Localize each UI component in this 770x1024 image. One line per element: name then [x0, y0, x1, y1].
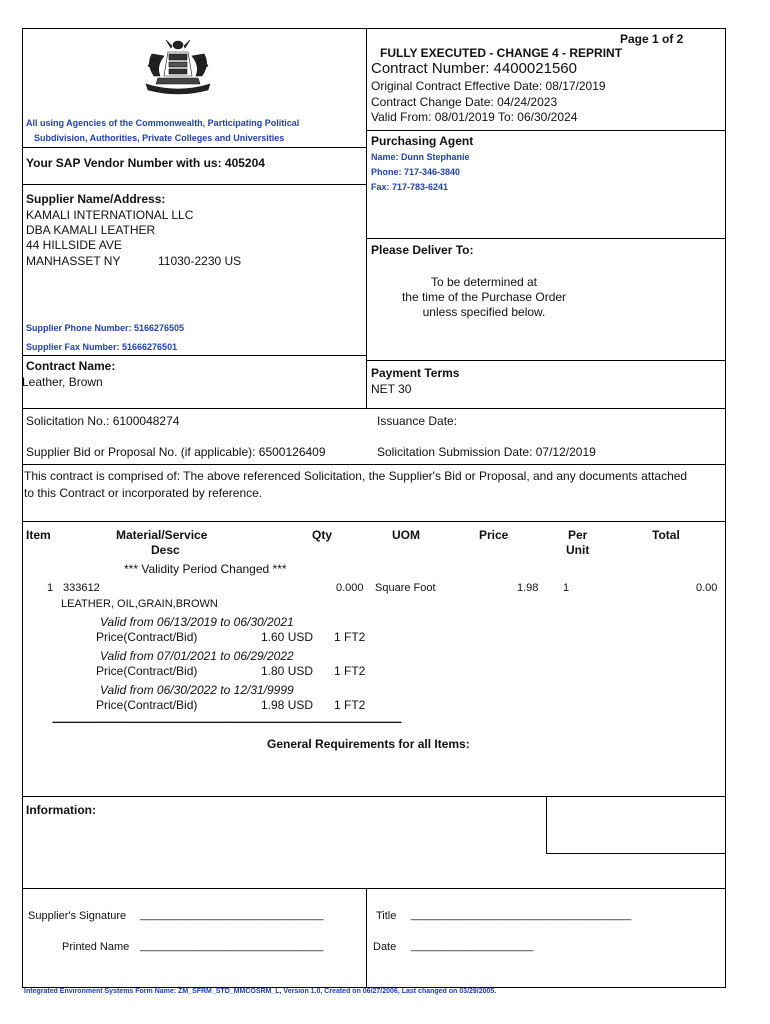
deliver-line-1: To be determined at [430, 275, 538, 289]
top-border [22, 28, 726, 29]
col-total: Total [652, 528, 680, 542]
agent-name: Name: Dunn Stephanie [371, 152, 470, 162]
issuance-date: Issuance Date: [377, 414, 458, 428]
rule-full-1 [22, 408, 726, 409]
date-line[interactable]: ____________________ [411, 940, 534, 952]
dash-separator: ----------------------------------------------------------------------------------------------------------------------------------- [52, 716, 401, 728]
rule-full-5 [22, 888, 726, 889]
validity-range-2: Valid from 07/01/2021 to 06/29/2022 [100, 649, 294, 663]
validity-label-2: Price(Contract/Bid) [96, 664, 198, 678]
contract-name-heading: Contract Name: [26, 359, 116, 373]
deliver-line-2: the time of the Purchase Order [401, 290, 567, 304]
rule-right-2 [366, 238, 726, 239]
validity-amount-2: 1.80 USD [261, 664, 314, 678]
line-item-uom: Square Foot [375, 582, 436, 594]
outer-right-border [725, 28, 726, 988]
line-item-qty: 0.000 [336, 582, 364, 594]
info-divider-vertical [546, 796, 547, 853]
supplier-heading: Supplier Name/Address: [26, 192, 166, 206]
validity-unit-1: 1 FT2 [334, 630, 366, 644]
line-item-number: 1 [47, 582, 54, 594]
col-qty: Qty [312, 528, 333, 542]
supplier-signature-label: Supplier's Signature [28, 910, 127, 922]
validity-range-1: Valid from 06/13/2019 to 06/30/2021 [100, 615, 294, 629]
solicitation-number: Solicitation No.: 6100048274 [26, 414, 180, 428]
rule-right-3 [366, 360, 726, 361]
supplier-zip-country: 11030-2230 US [158, 254, 242, 268]
rule-full-2 [22, 464, 726, 465]
original-effective-date: Original Contract Effective Date: 08/17/2019 [371, 79, 606, 93]
supplier-fax: Supplier Fax Number: 51666276501 [26, 342, 178, 352]
title-label: Title [376, 910, 397, 922]
info-divider-horizontal [546, 853, 726, 854]
col-material-2: Desc [151, 543, 180, 557]
title-line[interactable]: ____________________________________ [411, 909, 632, 921]
line-item-material: 333612 [63, 582, 100, 594]
validity-changed-note: *** Validity Period Changed *** [124, 562, 287, 576]
information-label: Information: [26, 803, 96, 817]
valid-range: Valid From: 08/01/2019 To: 06/30/2024 [371, 110, 578, 124]
col-price: Price [479, 528, 509, 542]
outer-left-border [22, 28, 23, 988]
supplier-bid-number: Supplier Bid or Proposal No. (if applicable): 6500126409 [26, 445, 326, 459]
payment-terms-value: NET 30 [371, 382, 412, 396]
rule-full-3 [22, 521, 726, 522]
validity-unit-2: 1 FT2 [334, 664, 366, 678]
agencies-line-1: All using Agencies of the Commonwealth, Participating Political [26, 118, 300, 128]
page-label: Page 1 of 2 [620, 32, 684, 46]
col-per-1: Per [568, 528, 588, 542]
supplier-line-2: DBA KAMALI LEATHER [26, 223, 156, 237]
validity-amount-1: 1.60 USD [261, 630, 314, 644]
vendor-number: Your SAP Vendor Number with us: 405204 [26, 156, 265, 170]
printed-name-label: Printed Name [62, 941, 130, 953]
commonwealth-seal-icon [138, 36, 218, 100]
supplier-signature-line[interactable]: ______________________________ [140, 909, 324, 921]
payment-terms-heading: Payment Terms [371, 366, 460, 380]
agencies-line-2: Subdivision, Authorities, Private Colleges and Universities [34, 133, 285, 143]
general-requirements: General Requirements for all Items: [267, 737, 470, 751]
validity-unit-3: 1 FT2 [334, 698, 366, 712]
supplier-line-1: KAMALI INTERNATIONAL LLC [26, 208, 194, 222]
rule-full-4 [22, 796, 726, 797]
validity-label-1: Price(Contract/Bid) [96, 630, 198, 644]
line-item-total: 0.00 [696, 582, 718, 594]
agent-fax: Fax: 717-783-6241 [371, 182, 449, 192]
col-per-2: Unit [566, 543, 590, 557]
line-item-price: 1.98 [517, 582, 539, 594]
contract-change-date: Contract Change Date: 04/24/2023 [371, 95, 558, 109]
supplier-line-3: 44 HILLSIDE AVE [26, 238, 122, 252]
col-item: Item [26, 528, 51, 542]
deliver-line-3: unless specified below. [422, 305, 546, 319]
deliver-heading: Please Deliver To: [371, 243, 474, 257]
contract-number: Contract Number: 4400021560 [371, 60, 577, 77]
rule-left-3 [22, 355, 367, 356]
agent-phone: Phone: 717-346-3840 [371, 167, 461, 177]
validity-label-3: Price(Contract/Bid) [96, 698, 198, 712]
comprised-line-2: to this Contract or incorporated by reference. [24, 486, 263, 500]
col-uom: UOM [392, 528, 420, 542]
date-label: Date [373, 941, 397, 953]
submission-date: Solicitation Submission Date: 07/12/2019 [377, 445, 596, 459]
comprised-line-1: This contract is comprised of: The above referenced Solicitation, the Supplier's Bid or Proposal, and any documents attached [24, 469, 688, 483]
status-title: FULLY EXECUTED - CHANGE 4 - REPRINT [380, 46, 623, 60]
validity-range-3: Valid from 06/30/2022 to 12/31/9999 [100, 683, 294, 697]
signature-divider [366, 888, 367, 988]
purchasing-agent-heading: Purchasing Agent [371, 134, 474, 148]
supplier-phone: Supplier Phone Number: 5166276505 [26, 323, 185, 333]
mid-divider-upper [366, 28, 367, 409]
line-item-description: LEATHER, OIL,GRAIN,BROWN [61, 598, 218, 610]
form-footer: Integrated Environment Systems Form Name: ZM_SFRM_STD_MMCOSRM_L, Version 1.0, Created on 06/27/2006, Last changed on 03/29/2005. [24, 988, 497, 995]
line-item-per-unit: 1 [563, 582, 570, 594]
col-material-1: Material/Service [116, 528, 208, 542]
rule-left-1 [22, 147, 367, 148]
supplier-city-state: MANHASSET NY [26, 254, 121, 268]
rule-right-1 [366, 130, 726, 131]
validity-amount-3: 1.98 USD [261, 698, 314, 712]
contract-name-value: Leather, Brown [22, 375, 103, 389]
rule-left-2 [22, 184, 367, 185]
printed-name-line[interactable]: ______________________________ [140, 940, 324, 952]
